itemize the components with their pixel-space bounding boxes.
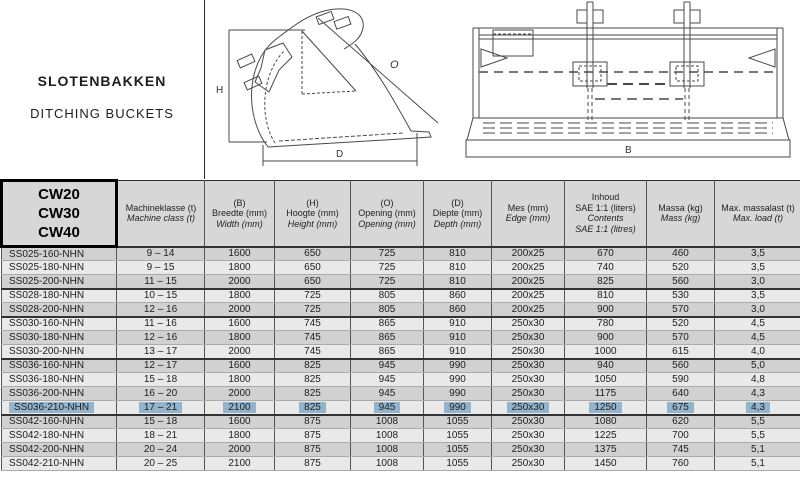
value-cell: 4,3 [715, 401, 800, 415]
value-cell: 560 [647, 359, 715, 373]
table-row[interactable] [2, 345, 800, 359]
value-cell: 700 [647, 429, 715, 443]
model-cell: SS030-180-NHN [2, 331, 117, 345]
value-cell: 745 [647, 443, 715, 457]
value-cell: 12 – 16 [117, 331, 205, 345]
value-cell: 2000 [205, 387, 275, 401]
value-cell: 810 [424, 261, 492, 275]
value-cell: 990 [424, 387, 492, 401]
table-row[interactable] [2, 261, 800, 275]
value-cell: 10 – 15 [117, 289, 205, 303]
value-cell: 2100 [205, 457, 275, 471]
value-cell: 18 – 21 [117, 429, 205, 443]
value-cell: 200x25 [492, 261, 565, 275]
value-cell: 590 [647, 373, 715, 387]
class-box-line: CW30 [38, 205, 80, 222]
value-cell: 570 [647, 303, 715, 317]
model-cell: SS028-180-NHN [2, 289, 117, 303]
column-header-opening: (O) Opening (mm) Opening (mm) [351, 181, 424, 247]
value-cell: 5,1 [715, 443, 800, 457]
value-cell: 810 [565, 289, 647, 303]
value-cell: 725 [351, 247, 424, 261]
value-cell: 20 – 25 [117, 457, 205, 471]
value-cell: 990 [424, 401, 492, 415]
value-cell: 725 [351, 275, 424, 289]
value-cell: 530 [647, 289, 715, 303]
value-cell: 1080 [565, 415, 647, 429]
value-cell: 4,8 [715, 373, 800, 387]
value-cell: 250x30 [492, 415, 565, 429]
value-cell: 1008 [351, 415, 424, 429]
value-cell: 250x30 [492, 387, 565, 401]
column-header-max-load: Max. massalast (t) Max. load (t) [715, 181, 800, 247]
value-cell: 11 – 15 [117, 275, 205, 289]
table-row[interactable] [2, 247, 800, 261]
value-cell: 560 [647, 275, 715, 289]
value-cell: 1055 [424, 429, 492, 443]
model-cell: SS042-160-NHN [2, 415, 117, 429]
value-cell: 200x25 [492, 289, 565, 303]
value-cell: 940 [565, 359, 647, 373]
value-cell: 3,5 [715, 289, 800, 303]
value-cell: 9 – 14 [117, 247, 205, 261]
value-cell: 1800 [205, 429, 275, 443]
page-subtitle: DITCHING BUCKETS [30, 105, 174, 121]
table-row[interactable] [2, 457, 800, 471]
value-cell: 5,0 [715, 359, 800, 373]
value-cell: 825 [275, 387, 351, 401]
value-cell: 740 [565, 261, 647, 275]
column-header-width: (B) Breedte (mm) Width (mm) [205, 181, 275, 247]
dimension-label-o: O [390, 59, 399, 71]
value-cell: 725 [275, 303, 351, 317]
value-cell: 200x25 [492, 275, 565, 289]
value-cell: 945 [351, 387, 424, 401]
value-cell: 520 [647, 317, 715, 331]
value-cell: 13 – 17 [117, 345, 205, 359]
value-cell: 825 [275, 359, 351, 373]
value-cell: 860 [424, 289, 492, 303]
value-cell: 725 [351, 261, 424, 275]
model-cell: SS025-180-NHN [2, 261, 117, 275]
value-cell: 9 – 15 [117, 261, 205, 275]
model-cell: SS025-160-NHN [2, 247, 117, 261]
value-cell: 15 – 18 [117, 373, 205, 387]
value-cell: 945 [351, 373, 424, 387]
value-cell: 15 – 18 [117, 415, 205, 429]
value-cell: 250x30 [492, 443, 565, 457]
value-cell: 520 [647, 261, 715, 275]
value-cell: 1375 [565, 443, 647, 457]
value-cell: 805 [351, 303, 424, 317]
table-row[interactable] [2, 415, 800, 429]
column-header-depth: (D) Diepte (mm) Depth (mm) [424, 181, 492, 247]
value-cell: 5,1 [715, 457, 800, 471]
column-header-machine-class: Machineklasse (t) Machine class (t) [117, 181, 205, 247]
value-cell: 810 [424, 247, 492, 261]
value-cell: 900 [565, 303, 647, 317]
value-cell: 4,3 [715, 387, 800, 401]
model-cell: SS036-200-NHN [2, 387, 117, 401]
value-cell: 250x30 [492, 401, 565, 415]
value-cell: 1800 [205, 331, 275, 345]
value-cell: 1008 [351, 443, 424, 457]
page-title: SLOTENBAKKEN [37, 72, 167, 89]
value-cell: 250x30 [492, 457, 565, 471]
table-row[interactable] [2, 387, 800, 401]
value-cell: 865 [351, 331, 424, 345]
value-cell: 865 [351, 345, 424, 359]
value-cell: 825 [275, 401, 351, 415]
value-cell: 1175 [565, 387, 647, 401]
model-cell: SS030-160-NHN [2, 317, 117, 331]
value-cell: 3,5 [715, 261, 800, 275]
value-cell: 805 [351, 289, 424, 303]
value-cell: 1250 [565, 401, 647, 415]
value-cell: 670 [565, 247, 647, 261]
value-cell: 1225 [565, 429, 647, 443]
value-cell: 1800 [205, 261, 275, 275]
value-cell: 20 – 24 [117, 443, 205, 457]
model-cell: SS036-180-NHN [2, 373, 117, 387]
table-row[interactable] [2, 443, 800, 457]
value-cell: 875 [275, 429, 351, 443]
value-cell: 760 [647, 457, 715, 471]
value-cell: 1050 [565, 373, 647, 387]
value-cell: 825 [275, 373, 351, 387]
table-row[interactable] [2, 331, 800, 345]
value-cell: 650 [275, 247, 351, 261]
value-cell: 910 [424, 345, 492, 359]
value-cell: 3,5 [715, 247, 800, 261]
value-cell: 250x30 [492, 429, 565, 443]
value-cell: 1800 [205, 289, 275, 303]
value-cell: 1055 [424, 457, 492, 471]
column-header-edge: Mes (mm) Edge (mm) [492, 181, 565, 247]
value-cell: 2000 [205, 303, 275, 317]
value-cell: 745 [275, 317, 351, 331]
value-cell: 2000 [205, 275, 275, 289]
value-cell: 640 [647, 387, 715, 401]
value-cell: 16 – 20 [117, 387, 205, 401]
value-cell: 745 [275, 331, 351, 345]
table-row[interactable] [2, 303, 800, 317]
value-cell: 810 [424, 275, 492, 289]
value-cell: 1008 [351, 457, 424, 471]
table-row[interactable] [2, 275, 800, 289]
model-cell: SS036-210-NHN [2, 401, 117, 415]
value-cell: 990 [424, 359, 492, 373]
dimension-label-h: H [216, 85, 224, 96]
bucket-side-view-diagram [205, 0, 455, 179]
model-cell: SS025-200-NHN [2, 275, 117, 289]
value-cell: 2000 [205, 443, 275, 457]
value-cell: 910 [424, 331, 492, 345]
value-cell: 945 [351, 359, 424, 373]
value-cell: 250x30 [492, 345, 565, 359]
value-cell: 4,5 [715, 317, 800, 331]
value-cell: 1000 [565, 345, 647, 359]
value-cell: 4,0 [715, 345, 800, 359]
value-cell: 250x30 [492, 359, 565, 373]
value-cell: 5,5 [715, 429, 800, 443]
table-row[interactable] [2, 359, 800, 373]
value-cell: 825 [565, 275, 647, 289]
value-cell: 1800 [205, 373, 275, 387]
value-cell: 945 [351, 401, 424, 415]
table-row[interactable] [2, 429, 800, 443]
class-box [2, 181, 117, 247]
value-cell: 200x25 [492, 303, 565, 317]
value-cell: 4,5 [715, 331, 800, 345]
dimension-label-d: D [336, 149, 344, 160]
value-cell: 1600 [205, 317, 275, 331]
value-cell: 570 [647, 331, 715, 345]
value-cell: 1600 [205, 359, 275, 373]
model-cell: SS036-160-NHN [2, 359, 117, 373]
value-cell: 860 [424, 303, 492, 317]
model-cell: SS042-180-NHN [2, 429, 117, 443]
value-cell: 1600 [205, 415, 275, 429]
value-cell: 3,0 [715, 303, 800, 317]
model-cell: SS030-200-NHN [2, 345, 117, 359]
class-box-line: CW40 [38, 224, 80, 241]
value-cell: 200x25 [492, 247, 565, 261]
value-cell: 875 [275, 443, 351, 457]
value-cell: 250x30 [492, 331, 565, 345]
value-cell: 910 [424, 317, 492, 331]
value-cell: 875 [275, 415, 351, 429]
value-cell: 1008 [351, 429, 424, 443]
value-cell: 990 [424, 373, 492, 387]
column-header-mass: Massa (kg) Mass (kg) [647, 181, 715, 247]
value-cell: 5,5 [715, 415, 800, 429]
value-cell: 865 [351, 317, 424, 331]
value-cell: 2100 [205, 401, 275, 415]
column-header-height: (H) Hoogte (mm) Height (mm) [275, 181, 351, 247]
value-cell: 1600 [205, 247, 275, 261]
table-row-selected[interactable] [2, 401, 800, 415]
value-cell: 725 [275, 289, 351, 303]
value-cell: 250x30 [492, 373, 565, 387]
value-cell: 780 [565, 317, 647, 331]
value-cell: 2000 [205, 345, 275, 359]
value-cell: 12 – 17 [117, 359, 205, 373]
value-cell: 17 – 21 [117, 401, 205, 415]
table-row[interactable] [2, 317, 800, 331]
value-cell: 620 [647, 415, 715, 429]
value-cell: 460 [647, 247, 715, 261]
value-cell: 3,0 [715, 275, 800, 289]
value-cell: 1450 [565, 457, 647, 471]
value-cell: 1055 [424, 443, 492, 457]
class-box-line: CW20 [38, 186, 80, 203]
value-cell: 900 [565, 331, 647, 345]
dimension-label-b: B [625, 145, 632, 156]
value-cell: 675 [647, 401, 715, 415]
bucket-front-view-diagram [455, 0, 800, 179]
value-cell: 12 – 16 [117, 303, 205, 317]
value-cell: 745 [275, 345, 351, 359]
value-cell: 11 – 16 [117, 317, 205, 331]
value-cell: 875 [275, 457, 351, 471]
model-cell: SS042-210-NHN [2, 457, 117, 471]
value-cell: 650 [275, 275, 351, 289]
value-cell: 250x30 [492, 317, 565, 331]
table-row[interactable] [2, 373, 800, 387]
top-section [0, 0, 800, 179]
title-panel [0, 0, 205, 179]
model-cell: SS028-200-NHN [2, 303, 117, 317]
value-cell: 1055 [424, 415, 492, 429]
table-row[interactable] [2, 289, 800, 303]
column-header-contents: Inhoud SAE 1:1 (liters) Contents SAE 1:1 (litres) [565, 181, 647, 247]
value-cell: 615 [647, 345, 715, 359]
header-row [2, 181, 800, 247]
value-cell: 650 [275, 261, 351, 275]
model-cell: SS042-200-NHN [2, 443, 117, 457]
spec-table [0, 179, 800, 471]
